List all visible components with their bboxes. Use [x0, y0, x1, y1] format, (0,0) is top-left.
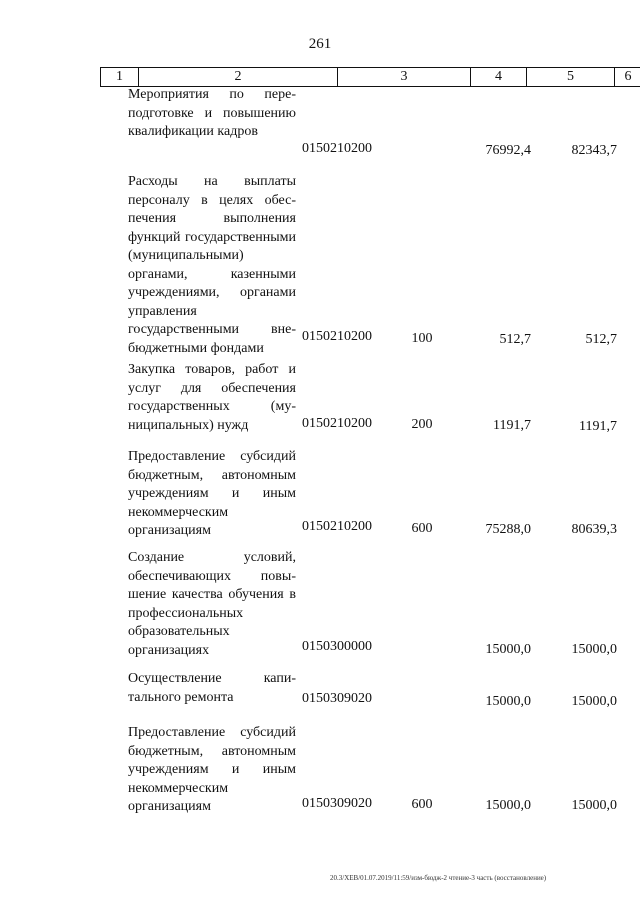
row-description: Осуществление капитального ремонта — [128, 671, 296, 705]
row-amount-1: 76992,4 — [485, 143, 531, 158]
header-col-2: 2 — [139, 68, 338, 86]
row-description: Предоставление субсидий бюджетным, автономным учреждениям и иным некоммерческим организациям — [128, 725, 296, 814]
row-amount-2: 15000,0 — [571, 798, 617, 813]
header-col-6: 6 — [624, 69, 632, 84]
row-amount-2: 15000,0 — [571, 694, 617, 709]
row-description: Предоставление субсидий бюджетным, автономным учреждениям и иным некоммерческим организациям — [128, 449, 296, 538]
row-amount-2: 80639,3 — [571, 522, 617, 537]
header-col-1: 1 — [101, 68, 139, 86]
row-amount-1: 15000,0 — [485, 694, 531, 709]
row-code: 0150210200 — [302, 141, 372, 156]
row-description: Расходы на выплаты персоналу в целях обеспечения выполнения функций государственными (муниципальными) органами, казенными учреждениями, органами управления государственными внебюджетными фондами — [128, 174, 296, 356]
header-col-4: 4 — [471, 68, 527, 86]
row-code: 0150300000 — [302, 639, 372, 654]
row-description: Закупка товаров, работ и услуг для обеспечения государственных (муниципальных) нужд — [128, 362, 296, 433]
row-code: 0150309020 — [302, 691, 372, 706]
row-expense-type: 200 — [411, 417, 433, 432]
row-description: Мероприятия по переподготовке и повышению квалификации кадров — [128, 87, 296, 139]
row-amount-1: 1191,7 — [493, 418, 531, 433]
row-amount-2: 512,7 — [585, 332, 617, 347]
row-expense-type: 600 — [411, 521, 433, 536]
row-amount-2: 82343,7 — [571, 143, 617, 158]
row-code: 0150210200 — [302, 329, 372, 344]
row-amount-2: 1191,7 — [579, 419, 617, 434]
row-amount-1: 15000,0 — [485, 798, 531, 813]
row-amount-2: 15000,0 — [571, 642, 617, 657]
table-header — [100, 67, 640, 87]
page-number: 261 — [308, 36, 332, 52]
row-amount-1: 512,7 — [499, 332, 531, 347]
row-code: 0150210200 — [302, 416, 372, 431]
header-col-3: 3 — [338, 68, 471, 86]
row-amount-1: 75288,0 — [485, 522, 531, 537]
row-expense-type: 600 — [411, 797, 433, 812]
footer-stamp: 20.3/ХЕВ/01.07.2019/11:59/изм-бюдж-2 чтение-3 часть (восстановление) — [330, 874, 547, 882]
row-amount-1: 15000,0 — [485, 642, 531, 657]
row-code: 0150210200 — [302, 519, 372, 534]
header-col-5: 5 — [527, 68, 615, 86]
row-description: Создание условий, обеспечивающих повышение качества обучения в профессиональных образовательных организациях — [128, 550, 296, 658]
row-code: 0150309020 — [302, 796, 372, 811]
row-expense-type: 100 — [411, 331, 433, 346]
